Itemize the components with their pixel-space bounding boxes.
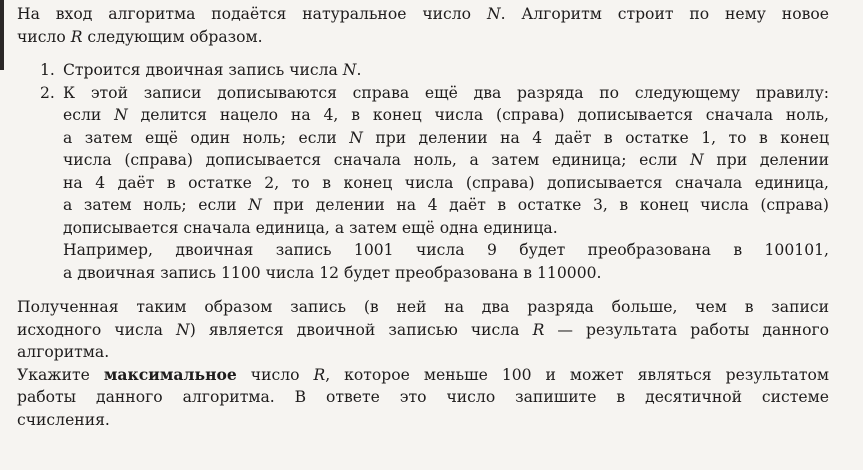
result-paragraph: Полученная таким образом запись (в ней на два разряда больше, чем в записи исходного числа N) является двоичной записью числа R — результата работы данного алгоритма. [17, 298, 830, 361]
algorithm-steps [17, 59, 829, 284]
example-line-1: Например, двоичная запись 1001 числа 9 будет преобразована в 100101, [63, 241, 829, 259]
problem-text [17, 3, 829, 431]
task-paragraph: Укажите максимальное число R, которое меньше 100 и может являться результатом работы данного алгоритма. В ответе это число запишите в десятичной системе счисления. [17, 364, 829, 429]
example-line-2: а двоичная запись 1100 числа 12 будет преобразована в 110000. [63, 263, 602, 282]
intro-line-2: число R следующим образом. [17, 27, 263, 46]
step-number: 2. [40, 83, 55, 102]
page-edge [0, 0, 4, 70]
step-number: 1. [40, 61, 55, 79]
list-item: 1. Строится двоичная запись числа N. [17, 59, 829, 82]
intro-line-1: На вход алгоритма подаётся натуральное число N. Алгоритм строит по нему новое [17, 5, 829, 23]
list-item: 2. К этой записи дописываются справа ещё два разряда по следующему правилу: если N делится нацело на 4, в конец числа (справа) дописывается сначала ноль, а затем ещё один ноль; если N при делении на 4 даёт в остатке 1, то в конец числа (справа) дописывается сначала ноль, а затем единица; если N при делении на 4 даёт в остатке 2, то в конец числа (справа) дописывается сначала единица, а затем ноль; если N при делении на 4 даёт в остатке 3, в конец числа (справа) дописывается сначала единица, а затем ещё одна единица. Например, двоичная запись 1001 числа 9 будет преобразована в 100101, а двоичная запись 1100 числа 12 будет преобразована в 110000. [17, 82, 829, 285]
emphasis-maximal: максимальное [103, 364, 237, 384]
intro-paragraph [17, 3, 829, 48]
